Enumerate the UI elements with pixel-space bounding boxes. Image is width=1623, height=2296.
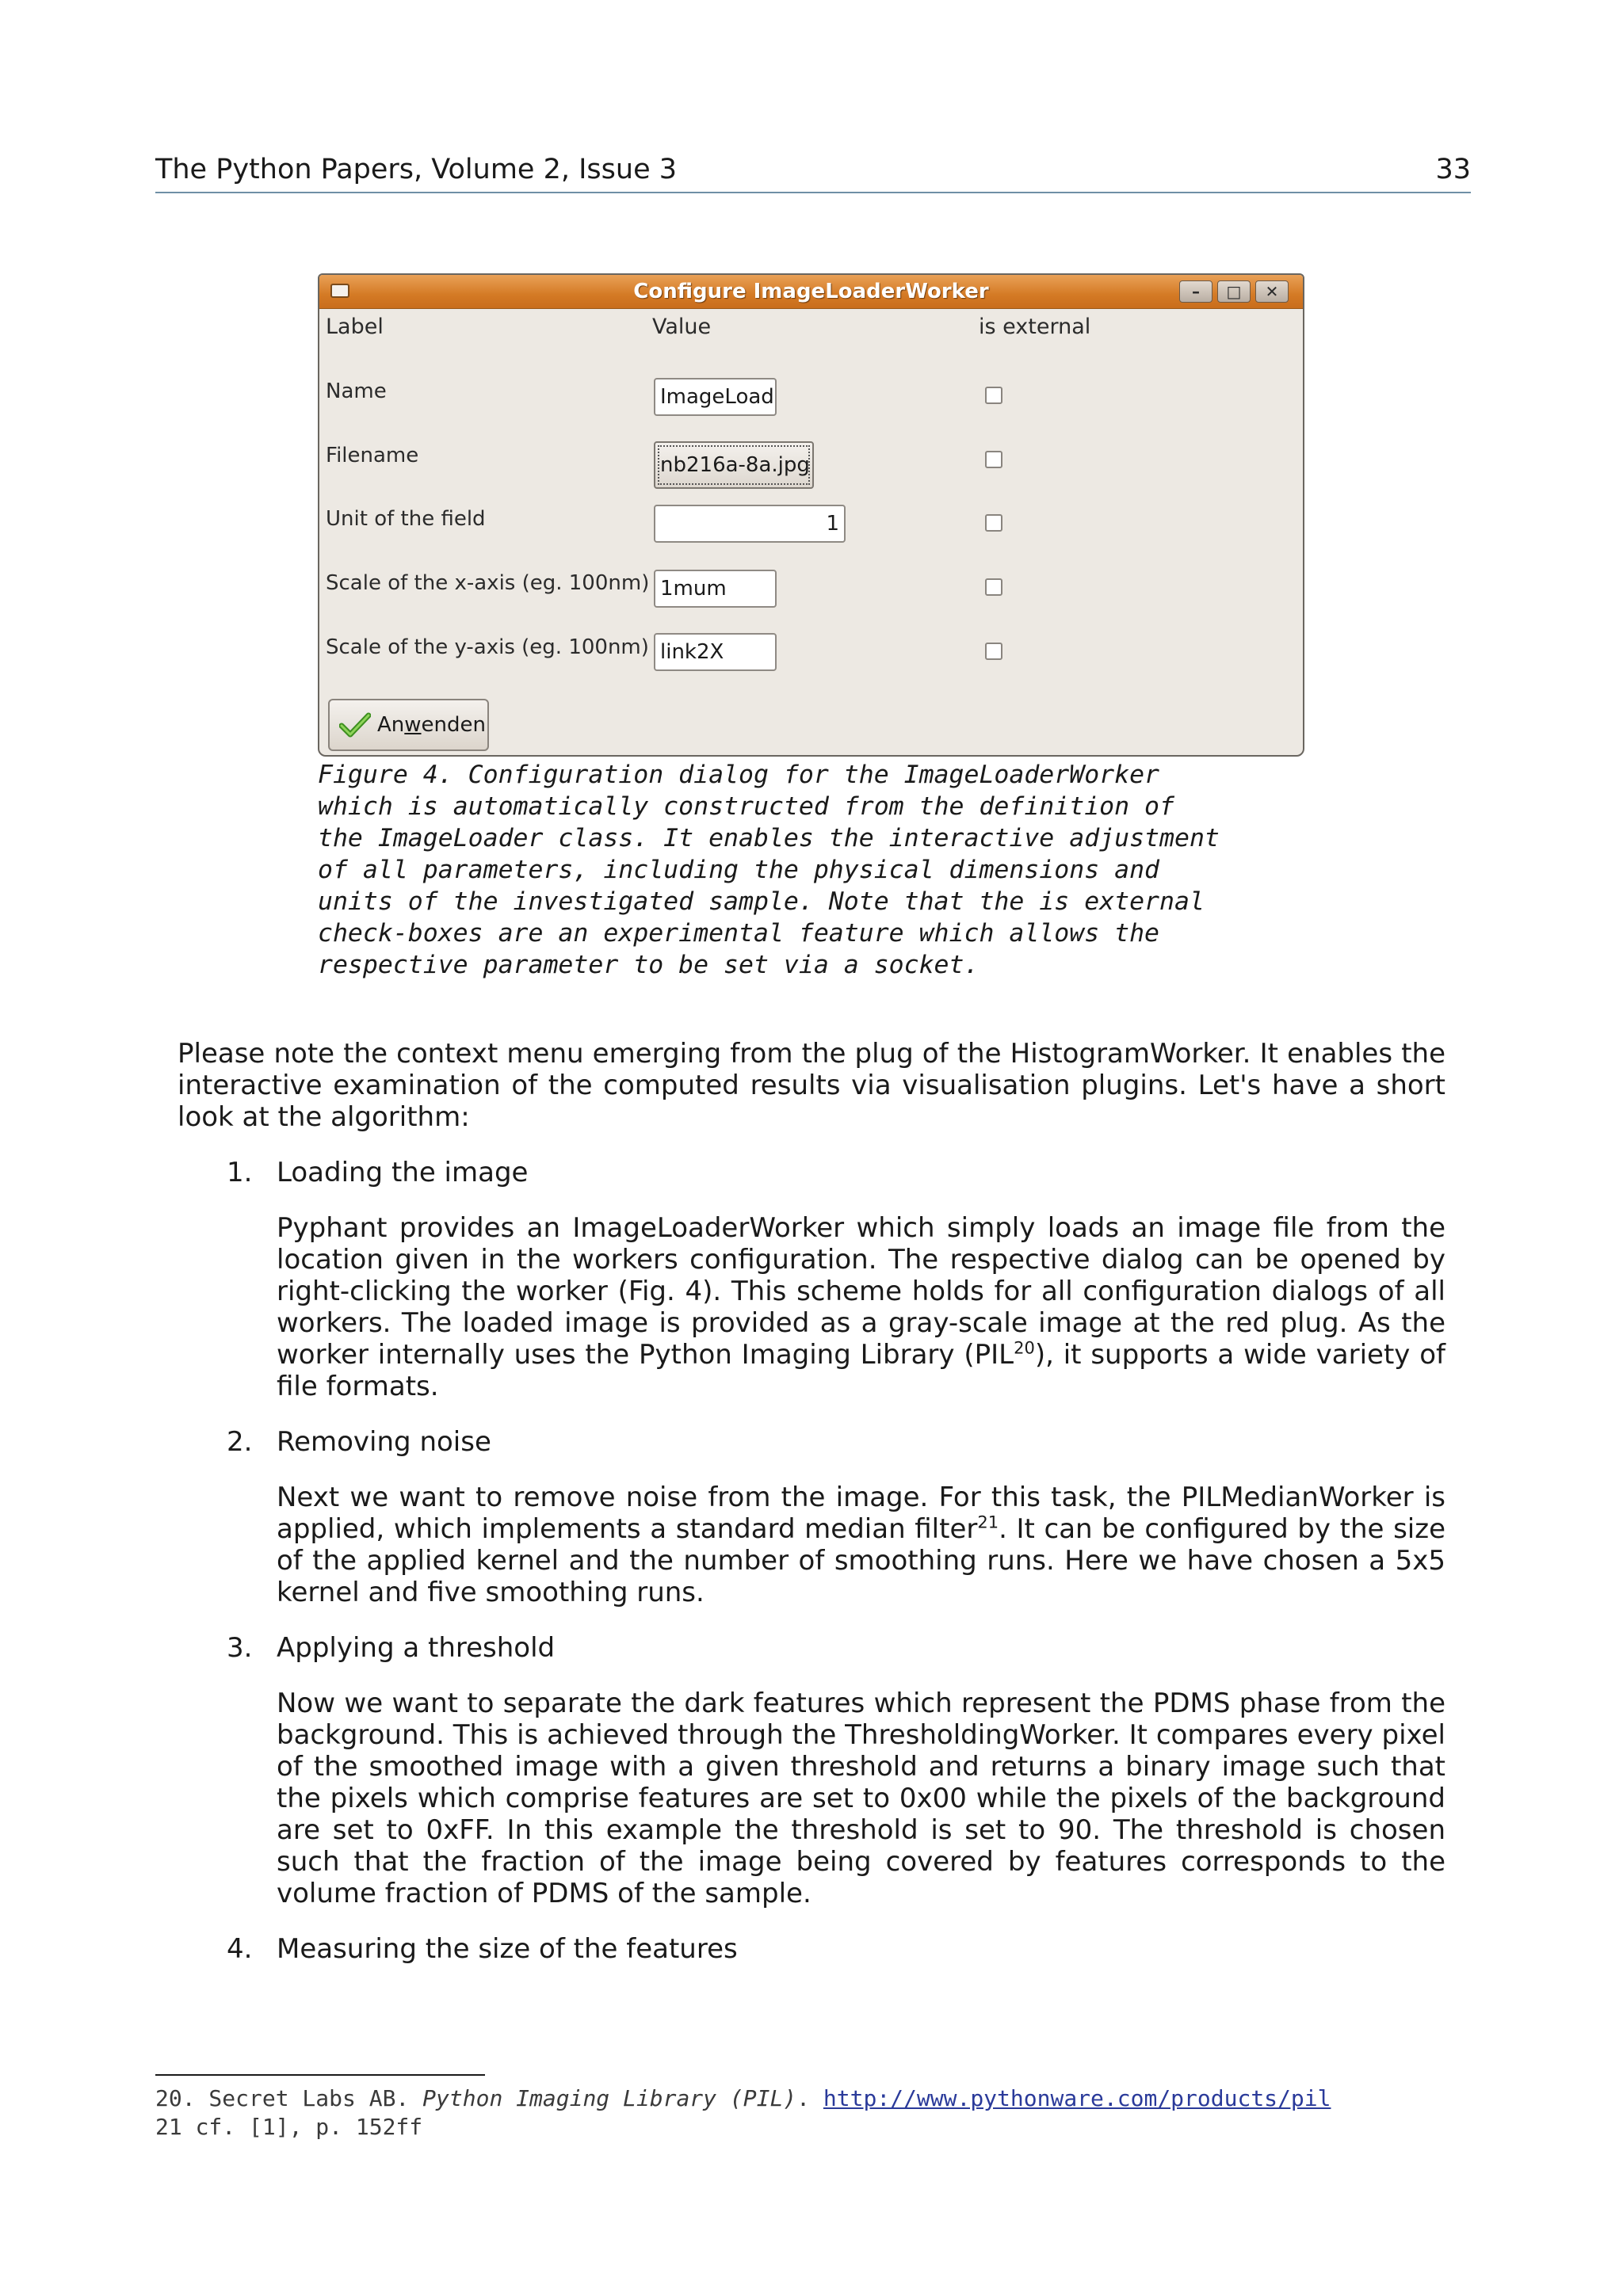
row-label-y-scale: Scale of the y-axis (eg. 100nm) bbox=[326, 635, 649, 659]
name-external-checkbox[interactable] bbox=[985, 387, 1002, 404]
step-3-number: 3. bbox=[227, 1632, 253, 1664]
step-2-text: Next we want to remove noise from the image. For this task, the PILMedianWorker is applied, which implements a standard median filter$^{21}$. It can be configured by the size of the applied kernel and the number of smoothing runs. Here we have chosen a 5x5 kernel and five smoothing runs. bbox=[277, 1482, 1445, 1608]
journal-title: The Python Papers, Volume 2, Issue 3 bbox=[155, 154, 677, 185]
checkmark-icon bbox=[339, 711, 371, 738]
name-input[interactable]: ImageLoad bbox=[654, 378, 777, 416]
intro-paragraph: Please note the context menu emerging from the plug of the HistogramWorker. It enables the interactive examination of the computed results via visualisation plugins. Let's have a short look at the algorithm: bbox=[178, 1038, 1445, 1133]
row-label-filename: Filename bbox=[326, 444, 419, 467]
column-header-external: is external bbox=[979, 315, 1091, 339]
row-label-x-scale: Scale of the x-axis (eg. 100nm) bbox=[326, 571, 650, 595]
y-scale-input[interactable]: link2X bbox=[654, 633, 777, 671]
row-label-name: Name bbox=[326, 379, 387, 403]
footnote-20: 20. Secret Labs AB. Python Imaging Library (PIL). http://www.pythonware.com/products/pil bbox=[155, 2085, 1331, 2111]
step-1-text: Pyphant provides an ImageLoaderWorker which simply loads an image file from the location given in the workers configuration. The respective dialog can be opened by right-clicking the worker (Fig. 4). This scheme holds for all configuration dialogs of all workers. The loaded image is provided as a gray-scale image at the red plug. As the worker internally uses the Python Imaging Library (PIL$^{20}$), it supports a wide variety of file formats. bbox=[277, 1212, 1446, 1402]
row-label-unit: Unit of the field bbox=[326, 507, 486, 531]
footnote-21: 21 cf. [1], p. 152ff bbox=[155, 2114, 423, 2140]
step-4-heading: Measuring the size of the features bbox=[277, 1933, 738, 1965]
footnote-ref-21[interactable]: 21 bbox=[977, 1512, 999, 1532]
configure-dialog bbox=[318, 273, 1304, 757]
step-3-heading: Applying a threshold bbox=[277, 1632, 556, 1664]
running-header bbox=[155, 154, 1471, 193]
x-scale-external-checkbox[interactable] bbox=[985, 578, 1002, 596]
close-button[interactable]: ✕ bbox=[1255, 280, 1289, 303]
filename-external-checkbox[interactable] bbox=[985, 451, 1002, 468]
dialog-titlebar bbox=[319, 275, 1303, 309]
step-2-heading: Removing noise bbox=[277, 1426, 491, 1458]
step-4-number: 4. bbox=[227, 1933, 253, 1965]
step-3-text: Now we want to separate the dark features which represent the PDMS phase from the background. This is achieved through the ThresholdingWorker. It compares every pixel of the smoothed image with a given threshold and returns a binary image such that the pixels which comprise features are set to 0x00 while the pixels of the background are set to 0xFF. In this example the threshold is set to 90. The threshold is chosen such that the fraction of the image being covered by features corresponds to the volume fraction of PDMS of the sample. bbox=[277, 1688, 1445, 1909]
x-scale-input[interactable]: 1mum bbox=[654, 570, 777, 608]
footnote-rule bbox=[155, 2074, 485, 2076]
figure-caption: Figure 4. Configuration dialog for the ImageLoaderWorker which is automatically constructed from the definition of the ImageLoader class. It enables the interactive adjustment of all parameters, including the physical dimensions and units of the investigated sample. Note that the is external check-boxes are an experimental feature which allows the respective parameter to be set via a socket. bbox=[318, 761, 1220, 979]
apply-button-label: Anwenden bbox=[377, 713, 486, 737]
step-1-number: 1. bbox=[227, 1157, 253, 1188]
minimize-button[interactable]: – bbox=[1179, 280, 1212, 303]
unit-external-checkbox[interactable] bbox=[985, 514, 1002, 532]
step-2-number: 2. bbox=[227, 1426, 253, 1458]
step-1-heading: Loading the image bbox=[277, 1157, 529, 1188]
maximize-button[interactable]: □ bbox=[1217, 280, 1251, 303]
y-scale-external-checkbox[interactable] bbox=[985, 643, 1002, 660]
column-header-label: Label bbox=[326, 315, 384, 339]
unit-spin-input[interactable]: 1 bbox=[654, 505, 846, 543]
footnote-ref-20[interactable]: 20 bbox=[1014, 1338, 1035, 1358]
dialog-title: Configure ImageLoaderWorker bbox=[633, 280, 989, 303]
page-number: 33 bbox=[1435, 154, 1471, 185]
column-header-value: Value bbox=[652, 315, 712, 339]
filename-button[interactable]: nb216a-8a.jpg bbox=[654, 441, 814, 489]
pil-url-link[interactable]: http://www.pythonware.com/products/pil bbox=[823, 2085, 1331, 2111]
apply-button[interactable] bbox=[328, 699, 489, 751]
